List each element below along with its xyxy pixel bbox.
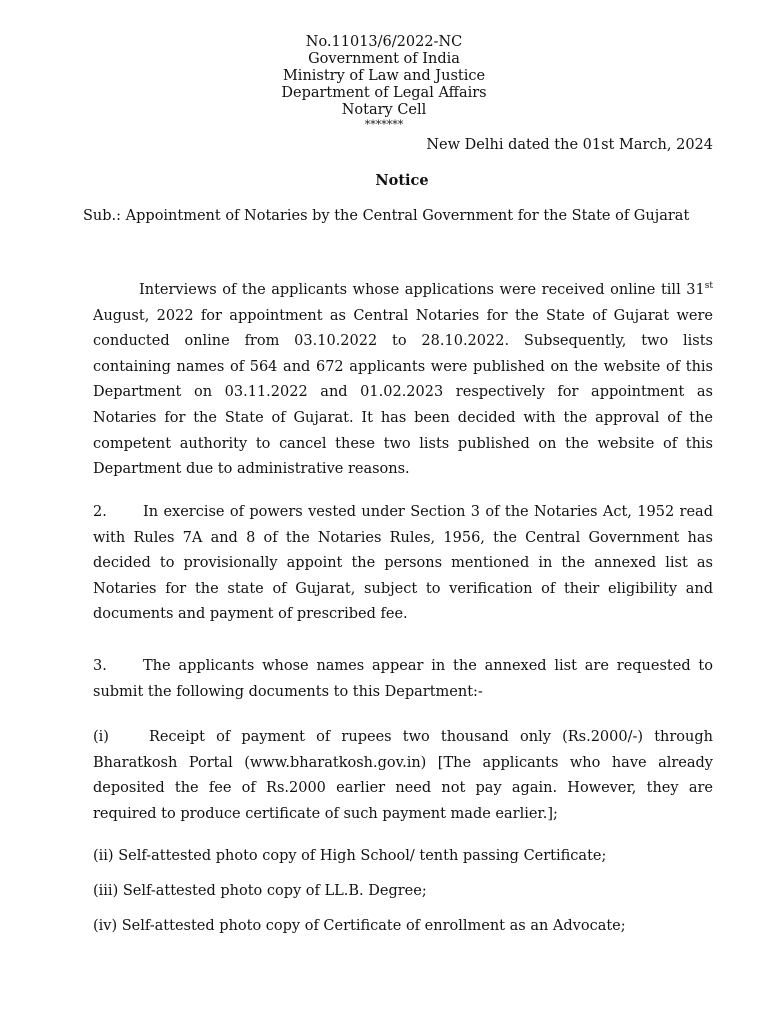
separator-stars: ******* (364, 118, 404, 131)
document-item-iv: (iv) Self-attested photo copy of Certificate of enrollment as an Advocate; (93, 918, 626, 934)
document-item-ii: (ii) Self-attested photo copy of High School/ tenth passing Certificate; (93, 848, 607, 864)
paragraph-1 (93, 278, 713, 483)
paragraph-1-rest: August, 2022 for appointment as Central Notaries for the State of Gujarat were conducted online from 03.10.2022 to 28.10.2022. Subsequently, two lists containing names of 564 and 672 applicants were published on the website of this Department on 03.11.2022 and 01.02.2023 respectively for appointment as Notaries for the State of Gujarat. It has been decided with the approval of the competent authority to cancel these two lists published on the website of this Department due to administrative reasons. (93, 307, 713, 478)
dateline: New Delhi dated the 01st March, 2024 (426, 137, 713, 153)
item-i-text: Receipt of payment of rupees two thousand only (Rs.2000/-) through Bharatkosh Portal (www.bharatkosh.gov.in) [The applicants who have already deposited the fee of Rs.2000 earlier need not pay again. However, they are required to produce certificate of such payment made earlier.]; (93, 729, 713, 822)
paragraph-2-text: In exercise of powers vested under Section 3 of the Notaries Act, 1952 read with Rules 7A and 8 of the Notaries Rules, 1956, the Central Government has decided to provisionally appoint the persons mentioned in the annexed list as Notaries for the state of Gujarat, subject to verification of their eligibility and documents and payment of prescribed fee. (93, 504, 713, 623)
document-item-i (93, 725, 713, 827)
superscript-st: st (704, 281, 713, 292)
paragraph-2 (93, 500, 713, 628)
paragraph-3-number: 3. (93, 658, 107, 674)
document-item-iii: (iii) Self-attested photo copy of LL.B. Degree; (93, 883, 427, 899)
file-number: No.11013/6/2022-NC (305, 34, 463, 50)
letterhead (0, 34, 768, 131)
cell-name: Notary Cell (341, 102, 427, 118)
paragraph-3 (93, 654, 713, 705)
subject-line: Sub.: Appointment of Notaries by the Central Government for the State of Gujarat (83, 208, 690, 224)
notice-title: Notice (375, 172, 429, 189)
paragraph-2-number: 2. (93, 504, 107, 520)
ministry-name: Ministry of Law and Justice (282, 68, 486, 84)
government-name: Government of India (308, 51, 460, 67)
paragraph-3-text: The applicants whose names appear in the annexed list are requested to submit the following documents to this Department:- (93, 658, 713, 700)
item-i-label: (i) (93, 729, 109, 745)
paragraph-1-lead: Interviews of the applicants whose applications were received online till 31 (139, 282, 705, 298)
department-name: Department of Legal Affairs (281, 85, 487, 101)
